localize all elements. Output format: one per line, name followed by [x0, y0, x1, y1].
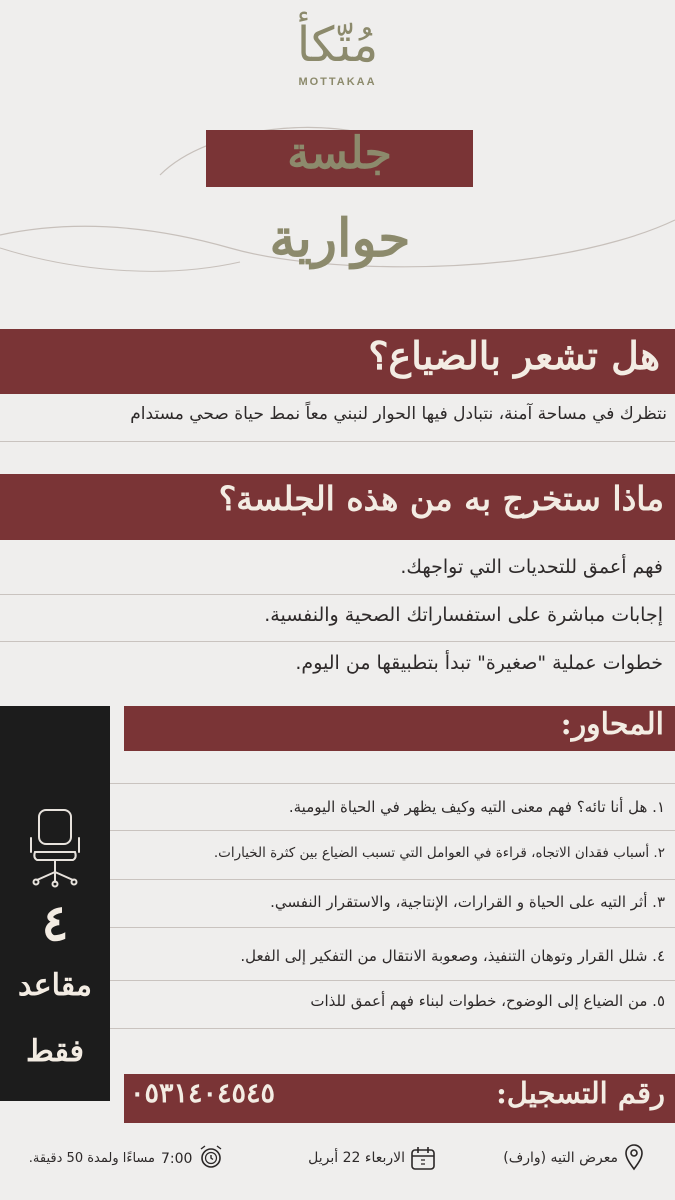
title-line2: حوارية: [269, 208, 411, 269]
location-pin-icon: [624, 1143, 644, 1171]
axis-item: [110, 845, 665, 869]
seats-label: مقاعد: [17, 968, 93, 1003]
divider: [110, 980, 675, 981]
axis-item: [110, 992, 665, 1016]
logo-mark: مُتّكأ: [296, 17, 379, 73]
brand-name: MOTTAKAA: [298, 76, 377, 88]
divider: [0, 594, 675, 595]
axis-item-text: ٥. من الضياع إلى الوضوح، خطوات لبناء فهم أعمق للذات: [310, 992, 665, 1010]
axis-item: [110, 947, 665, 971]
axis-item: [110, 893, 665, 917]
axis-item-text: ٣. أثر التيه على الحياة و القرارات، الإنتاجية، والاستقرار النفسي.: [270, 893, 665, 911]
outcome-item: خطوات عملية "صغيرة" تبدأ بتطبيقها من اليوم.: [295, 652, 663, 674]
divider: [110, 783, 675, 784]
question-text: نتظرك في مساحة آمنة، نتبادل فيها الحوار لنبني معاً نمط حياة صحي مستدام: [130, 404, 667, 424]
divider: [110, 1028, 675, 1029]
chair-icon: [27, 806, 83, 888]
divider: [110, 879, 675, 880]
event-time: 7:00: [161, 1151, 193, 1167]
axis-item: [110, 798, 665, 822]
registration-phone[interactable]: ٠٥٣١٤٠٤٥٤٥: [130, 1078, 276, 1109]
divider: [0, 641, 675, 642]
calendar-icon: [410, 1145, 436, 1171]
seats-only-label: فقط: [26, 1034, 84, 1069]
event-date-text: الاربعاء 22 أبريل: [308, 1150, 405, 1166]
axis-item-text: ١. هل أنا تائه؟ فهم معنى التيه وكيف يظهر في الحياة اليومية.: [288, 798, 665, 816]
title-line1: جلسة: [287, 128, 392, 179]
axis-item-text: ٢. أسباب فقدان الاتجاه، قراءة في العوامل التي تسبب الضياع بين كثرة الخيارات.: [213, 845, 665, 861]
divider: [110, 927, 675, 928]
outcome-item: إجابات مباشرة على استفساراتك الصحية والنفسية.: [264, 604, 663, 626]
divider: [110, 830, 675, 831]
event-location-text: معرض التيه (وارف): [503, 1150, 618, 1166]
axes-heading: المحاور:: [560, 707, 664, 742]
event-duration-text: مساءًا ولمدة 50 دقيقة.: [28, 1151, 155, 1166]
axis-item-text: ٤. شلل القرار وتوهان التنفيذ، وصعوبة الانتقال من التفكير إلى الفعل.: [240, 947, 665, 965]
registration-label: رقم التسجيل:: [496, 1076, 665, 1110]
seats-number: ٤: [41, 893, 69, 952]
logo: [0, 14, 675, 88]
outcome-item: فهم أعمق للتحديات التي تواجهك.: [400, 556, 663, 578]
question-heading: هل تشعر بالضياع؟: [368, 333, 660, 378]
event-location: [440, 1150, 618, 1172]
event-duration: [30, 1151, 155, 1173]
event-date: [240, 1150, 405, 1172]
divider: [0, 441, 675, 442]
outcomes-heading: ماذا ستخرج به من هذه الجلسة؟: [218, 479, 664, 518]
alarm-clock-icon: [198, 1144, 224, 1170]
